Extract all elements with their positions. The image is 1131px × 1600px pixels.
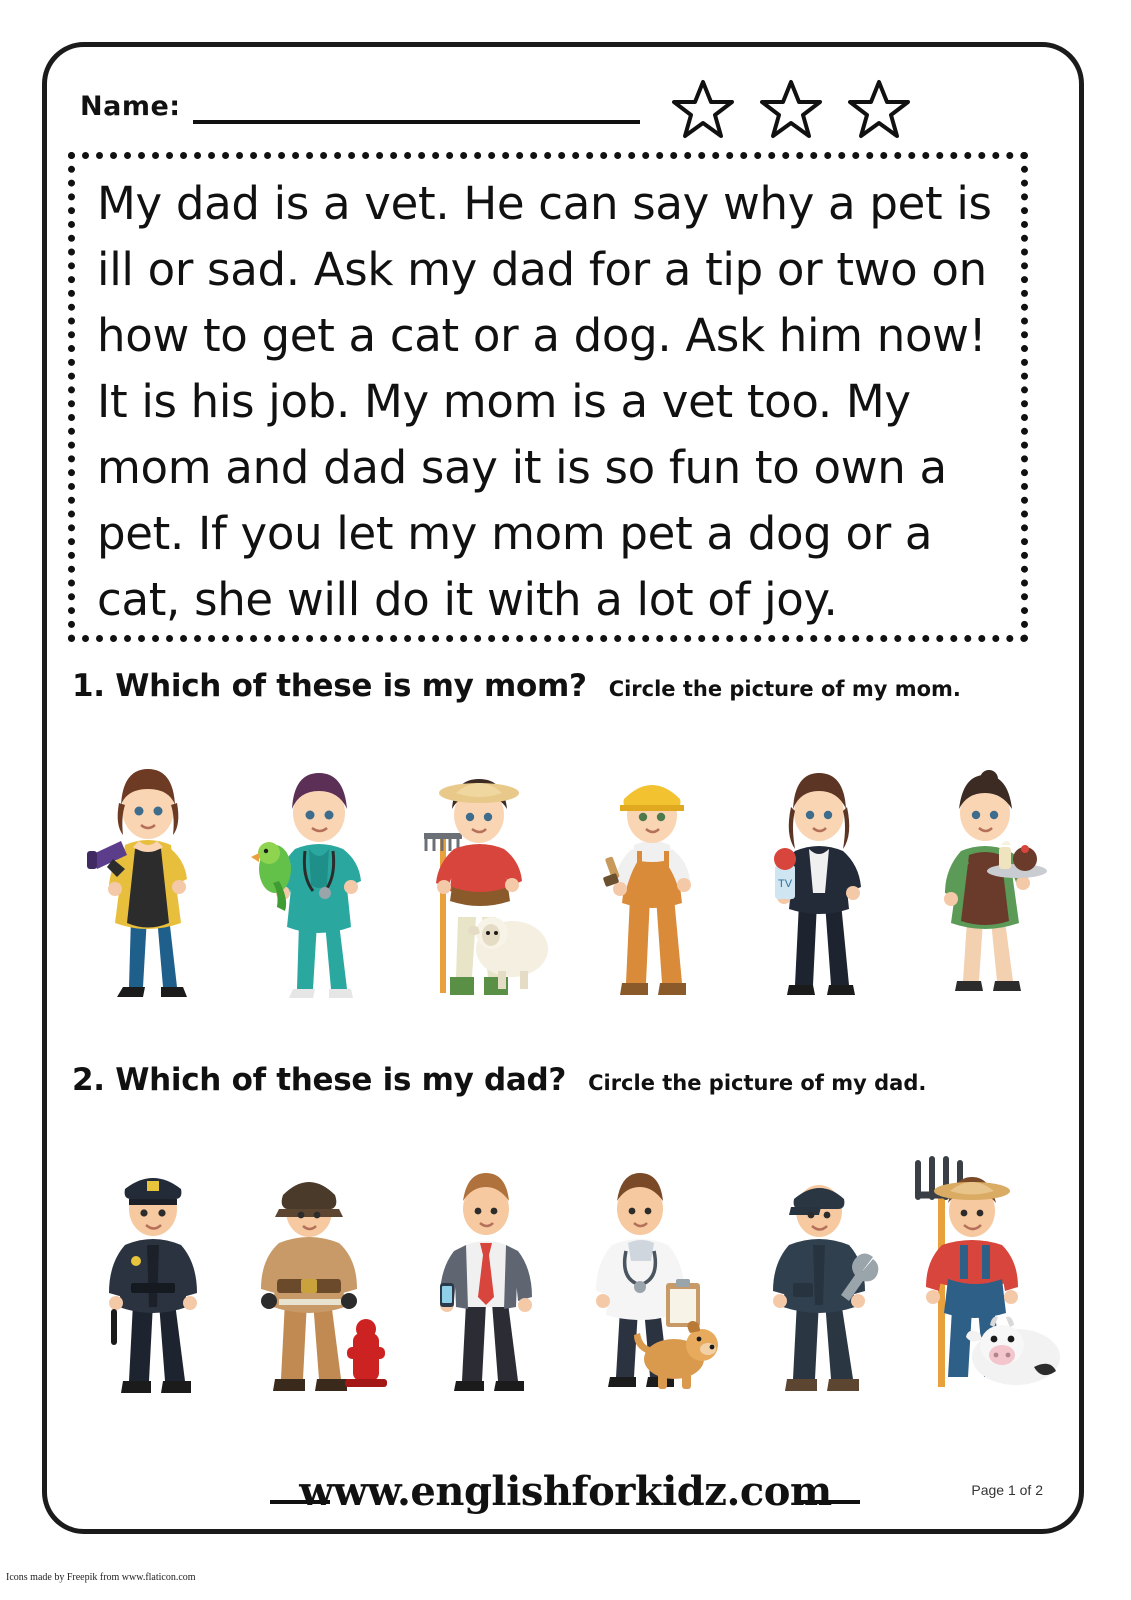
question-2-choices xyxy=(72,1118,1056,1408)
name-row xyxy=(80,80,640,124)
star-icon[interactable] xyxy=(672,79,734,139)
choice-vet-woman[interactable] xyxy=(238,732,390,1012)
star-icon[interactable] xyxy=(760,79,822,139)
choice-waitress-woman[interactable] xyxy=(904,732,1056,1012)
page-number: Page 1 of 2 xyxy=(971,1482,1043,1498)
question-1-text: 1. Which of these is my mom? xyxy=(72,668,587,704)
question-2 xyxy=(72,1062,1032,1098)
question-1-instruction: Circle the picture of my mom. xyxy=(608,677,961,701)
site-url[interactable]: www.englishforkidz.com xyxy=(299,1468,832,1515)
choice-farmer-man[interactable] xyxy=(904,1128,1056,1408)
choice-policeman[interactable] xyxy=(72,1128,224,1408)
question-1 xyxy=(72,668,1032,704)
choice-reporter-woman[interactable] xyxy=(738,732,890,1012)
reading-passage-text: My dad is a vet. He can say why a pet is ill or sad. Ask my dad for a tip or two on how to get a cat or a dog. Ask him now! It is his job. My mom is a vet too. My mom and dad say it is so fun to own a pet. If you let my mom pet a dog or a cat, she will do it with a lot of joy. xyxy=(97,177,992,626)
star-icon[interactable] xyxy=(848,79,910,139)
choice-firefighter[interactable] xyxy=(238,1128,390,1408)
choice-businessman[interactable] xyxy=(405,1128,557,1408)
choice-mechanic[interactable] xyxy=(738,1128,890,1408)
svg-text:TV: TV xyxy=(777,878,792,890)
name-label: Name: xyxy=(80,91,181,122)
question-1-choices xyxy=(72,722,1056,1012)
question-2-text: 2. Which of these is my dad? xyxy=(72,1062,567,1098)
name-input-line[interactable] xyxy=(193,92,640,124)
icon-attribution: Icons made by Freepik from www.flaticon.com xyxy=(6,1572,196,1583)
choice-builder-woman[interactable] xyxy=(571,732,723,1012)
star-rating xyxy=(672,78,942,140)
reading-passage-box xyxy=(68,152,1028,642)
choice-hairdresser-woman[interactable] xyxy=(72,732,224,1012)
choice-farmer-woman[interactable] xyxy=(405,732,557,1012)
question-2-instruction: Circle the picture of my dad. xyxy=(588,1071,927,1095)
choice-vet-man[interactable] xyxy=(571,1128,723,1408)
